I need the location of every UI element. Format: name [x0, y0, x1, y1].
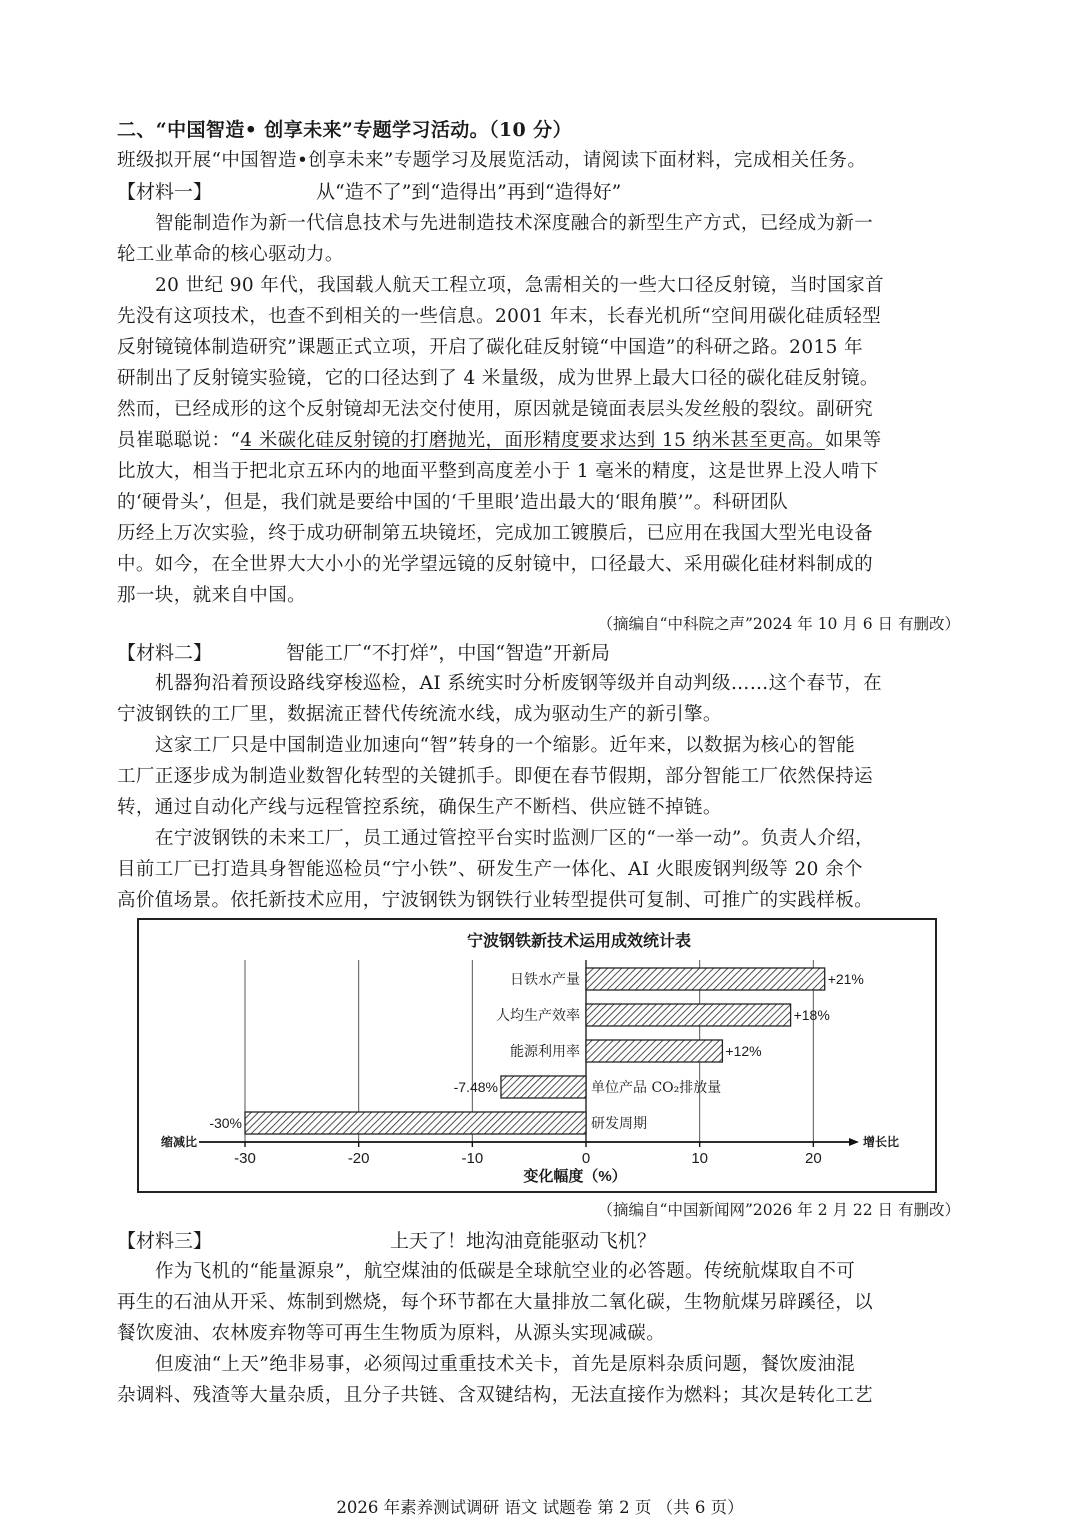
tick-label: 20 [804, 1150, 822, 1167]
material2-line: 机器狗沿着预设路线穿梭巡检，AI 系统实时分析废钢等级并自动判级……这个春节，在 [155, 673, 883, 694]
material2-line: 高价值场景。依托新技术应用，宁波钢铁为钢铁行业转型提供可复制、可推广的实践样板。 [117, 890, 874, 911]
category-label: 单位产品 CO₂排放量 [591, 1080, 722, 1096]
material2-line: 宁波钢铁的工厂里，数据流正替代传统流水线，成为驱动生产的新引擎。 [117, 704, 722, 725]
tick-label: -20 [347, 1150, 370, 1167]
material1-line: 智能制造作为新一代信息技术与先进制造技术深度融合的新型生产方式，已经成为新一 [155, 213, 874, 234]
quote-start: 员崔聪聪说：“ [117, 430, 241, 451]
tick-label: 10 [691, 1150, 709, 1167]
axis-arrow [849, 1138, 859, 1146]
material1-line: 先没有这项技术，也查不到相关的一些信息。2001 年末，长春光机所“空间用碳化硅质轻型 [117, 306, 882, 327]
material1-line: 历经上万次实验，终于成功研制第五块镜坯，完成加工镀膜后，已应用在我国大型光电设备 [117, 523, 874, 544]
bar [586, 1004, 791, 1026]
material1-line: 的‘硬骨头’，但是，我们就是要给中国的‘千里眼’造出最大的‘眼角膜’”。科研团队 [117, 492, 789, 513]
bar [586, 1040, 722, 1062]
x-axis-title: 变化幅度（%） [523, 1168, 627, 1185]
material1-line: 那一块，就来自中国。 [117, 585, 307, 606]
material3-line: 作为飞机的“能量源泉”，航空煤油的低碳是全球航空业的必答题。传统航煤取自不可 [155, 1261, 856, 1282]
material1-line: 然而，已经成形的这个反射镜却无法交付使用，原因就是镜面表层头发丝般的裂纹。副研究 [117, 399, 874, 420]
material3-line: 再生的石油从开采、炼制到燃烧，每个环节都在大量排放二氧化碳，生物航煤另辟蹊径，以 [117, 1292, 874, 1313]
material3-line: 杂调料、残渣等大量杂质，且分子共链、含双键结构，无法直接作为燃料；其次是转化工艺 [117, 1385, 874, 1406]
material3-line: 但废油“上天”绝非易事，必须闯过重重技术关卡，首先是原料杂质问题，餐饮废油混 [155, 1354, 856, 1375]
material1-line: 反射镜镜体制造研究”课题正式立项，开启了碳化硅反射镜“中国造”的科研之路。2015 年 [117, 337, 864, 358]
material3-title: 上天了！地沟油竟能驱动飞机？ [390, 1230, 657, 1252]
value-label: -7.48% [453, 1079, 498, 1095]
chart-box [137, 918, 937, 1193]
value-label: +12% [725, 1043, 762, 1059]
material3-label: 【材料三】 [117, 1230, 213, 1252]
category-label: 日铁水产量 [510, 972, 580, 988]
page-footer: 2026 年素养测试调研 语文 试题卷 第 2 页 （共 6 页） [336, 1498, 744, 1517]
material2-line: 这家工厂只是中国制造业加速向“智”转身的一个缩影。近年来，以数据为核心的智能 [155, 735, 856, 756]
material2-line: 转，通过自动化产线与远程管控系统，确保生产不断档、供应链不掉链。 [117, 797, 722, 818]
bar-chart [139, 920, 935, 1191]
material2-title: 智能工厂“不打烊”，中国“智造”开新局 [286, 642, 610, 664]
tick-label: -30 [234, 1150, 256, 1167]
material3-line: 餐饮废油、农林废弃物等可再生生物质为原料，从源头实现减碳。 [117, 1323, 666, 1344]
right-axis-label: 增长比 [863, 1135, 900, 1149]
material1-label: 【材料一】 [117, 181, 213, 203]
tick-label: 0 [581, 1150, 591, 1167]
section-intro: 班级拟开展“中国智造•创享未来”专题学习及展览活动，请阅读下面材料，完成相关任务。 [117, 150, 867, 171]
chart-title: 宁波钢铁新技术运用成效统计表 [466, 933, 692, 950]
category-label: 能源利用率 [510, 1044, 580, 1060]
material2-line: 目前工厂已打造具身智能巡检员“宁小铁”、研发生产一体化、AI 火眼废钢判级等 20 余个 [117, 859, 863, 880]
material1-line: 比放大，相当于把北京五环内的地面平整到高度差小于 1 毫米的精度，这是世界上没人啃下 [117, 461, 879, 482]
material1-line: 研制出了反射镜实验镜，它的口径达到了 4 米量级，成为世界上最大口径的碳化硅反射镜。 [117, 368, 879, 389]
material2-line: 工厂正逐步成为制造业数智化转型的关键抓手。即便在春节假期，部分智能工厂依然保持运 [117, 766, 874, 787]
bar [245, 1112, 586, 1134]
material1-source: （摘编自“中科院之声”2024 年 10 月 6 日 有删改） [597, 615, 960, 633]
underlined-quote: 4 米碳化硅反射镜的打磨抛光，面形精度要求达到 15 纳米甚至更高。 [240, 430, 825, 451]
material1-title: 从“造不了”到“造得出”再到“造得好” [316, 181, 622, 203]
value-label: +21% [827, 971, 864, 987]
bar [501, 1076, 586, 1098]
value-label: +18% [793, 1007, 830, 1023]
category-label: 研发周期 [591, 1116, 647, 1132]
value-label: -30% [209, 1115, 242, 1131]
material1-line: 中。如今，在全世界大大小小的光学望远镜的反射镜中，口径最大、采用碳化硅材料制成的 [117, 554, 874, 575]
section-title: 二、“中国智造• 创享未来”专题学习活动。（10 分） [117, 119, 572, 141]
material1-line: 20 世纪 90 年代，我国载人航天工程立项，急需相关的一些大口径反射镜，当时国家首 [155, 275, 885, 296]
bar [586, 968, 825, 990]
material2-source: （摘编自“中国新闻网”2026 年 2 月 22 日 有删改） [597, 1201, 960, 1219]
material2-label: 【材料二】 [117, 642, 213, 664]
material2-line: 在宁波钢铁的未来工厂，员工通过管控平台实时监测厂区的“一举一动”。负责人介绍， [155, 828, 875, 849]
material1-line: 轮工业革命的核心驱动力。 [117, 244, 344, 265]
material1-quote-line [117, 429, 882, 453]
quote-end: 如果等 [824, 430, 882, 451]
left-axis-label: 缩减比 [161, 1135, 198, 1149]
tick-label: -10 [461, 1150, 484, 1167]
category-label: 人均生产效率 [496, 1008, 580, 1024]
